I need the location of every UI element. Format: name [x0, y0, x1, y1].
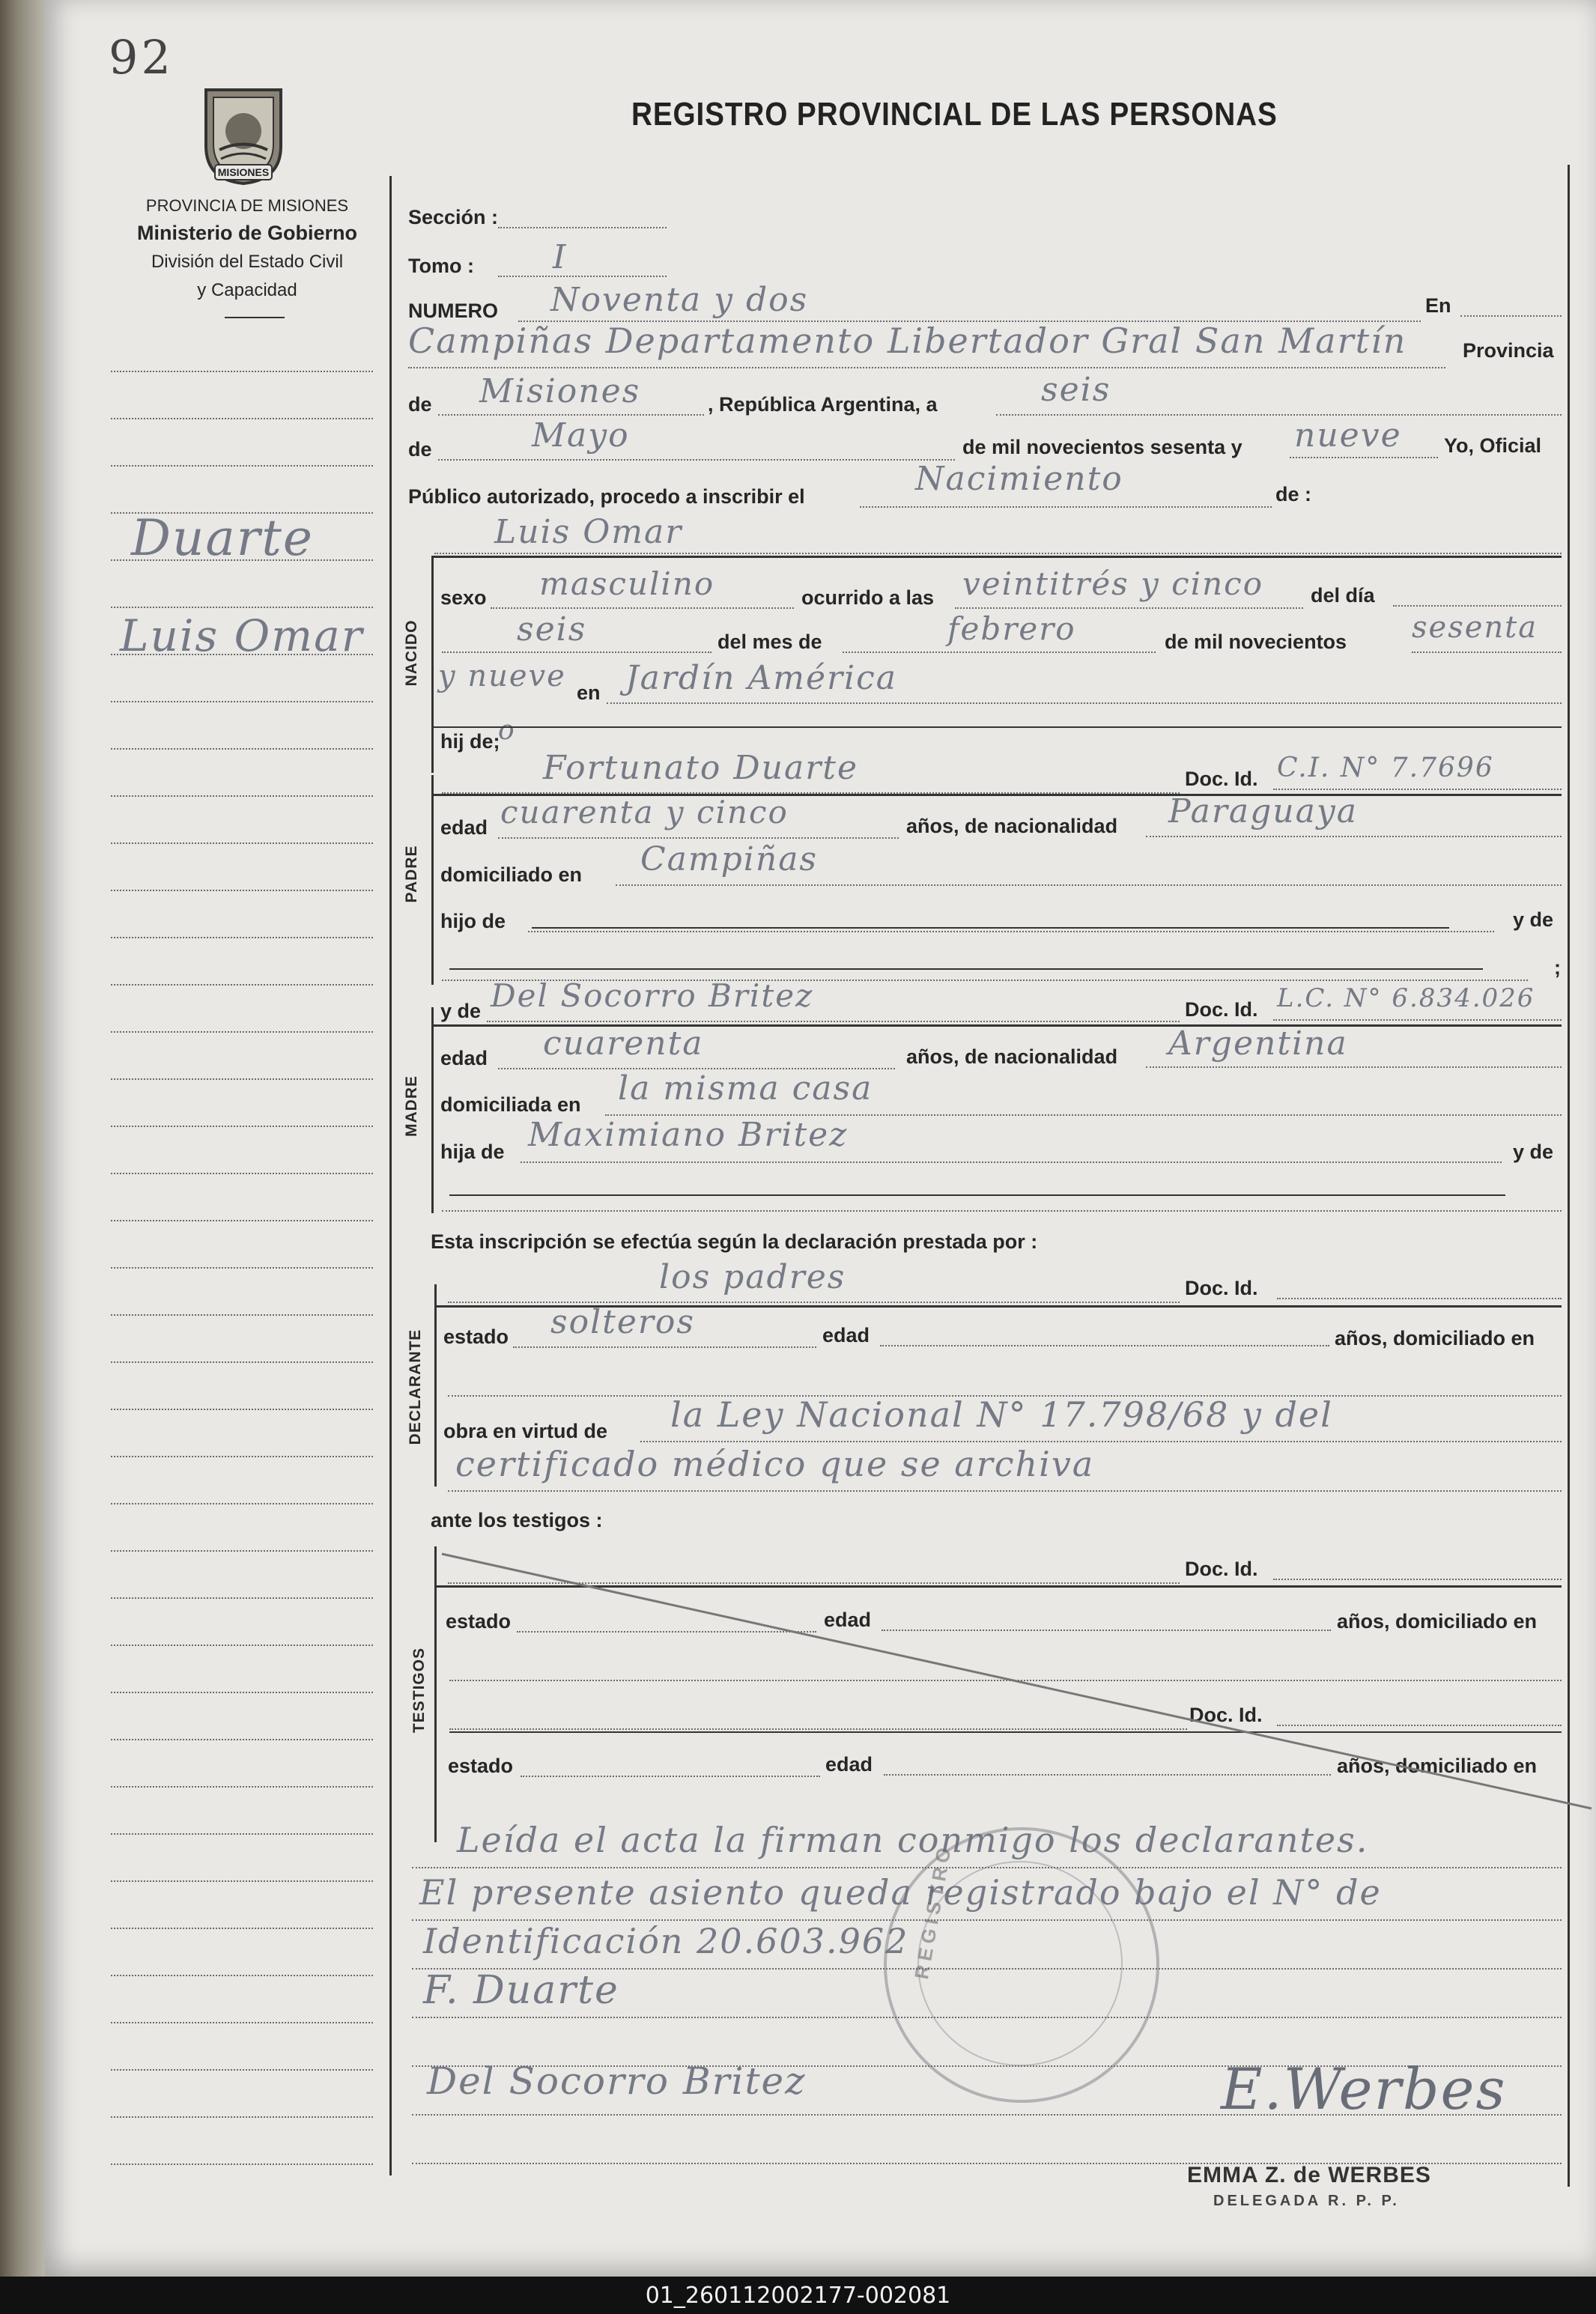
- decada-nac-value: sesenta: [1412, 610, 1538, 645]
- mes-nac-value: febrero: [947, 610, 1076, 647]
- margin-line: [111, 1928, 373, 1929]
- footer-image-id: 01_260112002177-002081: [645, 2283, 951, 2309]
- madre-y-de-label: y de: [440, 1000, 482, 1022]
- madre-nac-field: [1146, 1066, 1562, 1068]
- testigos-strike-line: [434, 1546, 1596, 1816]
- sexo-field: [491, 607, 794, 609]
- lugar-field: [408, 367, 1445, 368]
- margin-line: [111, 1550, 373, 1552]
- declarante-estado-value: solteros: [550, 1303, 695, 1341]
- republica-label: , República Argentina, a: [708, 393, 938, 416]
- hora-value: veintitrés y cinco: [962, 565, 1263, 602]
- madre-y-de-strike: [449, 1194, 1505, 1196]
- madre-nac-value: Argentina: [1168, 1024, 1348, 1063]
- en-field: [1460, 315, 1562, 317]
- anio-field: [1290, 457, 1438, 458]
- nacido-bottom-rule: [433, 726, 1562, 728]
- testigo2-edad-label: edad: [825, 1753, 873, 1776]
- de-label-1: de: [408, 393, 432, 416]
- sexo-value: masculino: [539, 565, 715, 602]
- ministry-underline: [225, 317, 285, 318]
- margin-line: [111, 1126, 373, 1127]
- capacity-name: y Capacidad: [197, 280, 297, 300]
- margin-line: [111, 1786, 373, 1788]
- margin-column-divider: [389, 176, 392, 2175]
- obra-value-2: certificado médico que se archiva: [455, 1444, 1095, 1484]
- padre-doc-field: [1273, 789, 1562, 790]
- lugar-value: Campiñas Departamento Libertador Gral San Martín: [408, 321, 1407, 361]
- declarante-doc-field: [1277, 1298, 1562, 1299]
- margin-given-names: Luis Omar: [120, 610, 364, 661]
- del-mes-label: del mes de: [717, 631, 822, 653]
- margin-line: [111, 418, 373, 419]
- numero-label: NUMERO: [408, 300, 498, 322]
- declarante-value: los padres: [659, 1258, 846, 1296]
- margin-line: [111, 1409, 373, 1410]
- testigo2-doc-label: Doc. Id.: [1189, 1704, 1263, 1726]
- padre-dom-value: Campiñas: [640, 840, 819, 878]
- firma-padre: F. Duarte: [423, 1968, 619, 2013]
- margin-line: [111, 1031, 373, 1033]
- lugar-nac-field: [607, 702, 1562, 704]
- margin-line: [111, 2022, 373, 2023]
- dia-value: seis: [1041, 371, 1111, 409]
- seal-text: MISIONES: [217, 166, 270, 178]
- hijo-de-label: hij de;: [440, 730, 500, 753]
- padre-section-label: PADRE: [403, 845, 420, 903]
- declarante-section-label: DECLARANTE: [407, 1328, 424, 1445]
- de-colon-label: de :: [1275, 483, 1312, 505]
- margin-line: [111, 1880, 373, 1882]
- provincia-field: [438, 414, 704, 416]
- ocurrido-label: ocurrido a las: [801, 586, 935, 609]
- seccion-field: [498, 227, 667, 228]
- madre-nombre-field: [487, 1021, 1180, 1022]
- en-label: En: [1425, 294, 1451, 317]
- provincia-label: Provincia: [1463, 339, 1554, 362]
- margin-line: [111, 1975, 373, 1976]
- nota-3-value: Identificación 20.603.962: [423, 1921, 909, 1961]
- declarante-estado-field: [513, 1346, 816, 1348]
- obra-field-2: [448, 1490, 1562, 1492]
- padre-nac-field: [1146, 836, 1562, 837]
- margin-line: [111, 1314, 373, 1316]
- margin-line: [111, 465, 373, 467]
- padre-doc-label: Doc. Id.: [1185, 768, 1258, 790]
- madre-hija-de-field: [521, 1161, 1502, 1163]
- madre-hija-de-label: hija de: [440, 1141, 505, 1163]
- padre-nac-label: años, de nacionalidad: [906, 815, 1118, 837]
- madre-doc-field: [1273, 1019, 1562, 1021]
- dia-field: [996, 414, 1562, 416]
- mes-value: Mayo: [532, 416, 630, 455]
- decada-nac-field: [1412, 652, 1562, 653]
- testigos-label: ante los testigos :: [431, 1509, 603, 1531]
- dia-nac-field: [442, 652, 711, 653]
- testigos-section-label: TESTIGOS: [410, 1647, 428, 1734]
- official-title: DELEGADA R. P. P.: [1213, 2193, 1400, 2209]
- padre-y-de-label: y de: [1513, 908, 1554, 931]
- nota-1-value: Leída el acta la firman conmigo los declarantes.: [457, 1820, 1369, 1860]
- margin-line: [111, 371, 373, 372]
- publico-label: Público autorizado, procedo a inscribir el: [408, 485, 805, 508]
- stamp-text: REGISTRO: [910, 1841, 956, 1982]
- province-name: PROVINCIA DE MISIONES: [145, 196, 349, 215]
- obra-label: obra en virtud de: [443, 1420, 608, 1442]
- nota-2-value: El presente asiento queda registrado bajo el N° de: [419, 1872, 1382, 1913]
- firma-madre: Del Socorro Britez: [427, 2059, 807, 2103]
- madre-section-label: MADRE: [403, 1075, 420, 1137]
- madre-vrule: [431, 1007, 434, 1213]
- en-lower-label: en: [577, 681, 601, 704]
- margin-line: [111, 1692, 373, 1693]
- anio-value: nueve: [1294, 416, 1402, 455]
- madre-doc-value: L.C. N° 6.834.026: [1277, 983, 1535, 1013]
- padre-hijo-de-field: [528, 931, 1494, 932]
- margin-line: [111, 2069, 373, 2071]
- margin-line: [111, 607, 373, 608]
- testigo2-dom-label: años, domiciliado en: [1337, 1755, 1538, 1777]
- lugar-nac-value: Jardín América: [625, 659, 897, 697]
- firma-oficial: E.Werbes: [1221, 2056, 1507, 2122]
- official-name: EMMA Z. de WERBES: [1187, 2163, 1431, 2187]
- tomo-field: [498, 276, 667, 277]
- inscripcion-label: Esta inscripción se efectúa según la declaración prestada por :: [431, 1230, 1038, 1253]
- document-title: REGISTRO PROVINCIAL DE LAS PERSONAS: [631, 96, 1278, 133]
- madre-edad-label: edad: [440, 1047, 488, 1069]
- margin-line: [111, 748, 373, 750]
- testigo2-estado-label: estado: [448, 1755, 514, 1777]
- acto-field: [860, 506, 1272, 508]
- nacido-top-rule: [433, 556, 1562, 558]
- mes-field: [438, 459, 955, 461]
- padre-nombre-value: Fortunato Duarte: [543, 749, 858, 787]
- testigo1-doc-label: Doc. Id.: [1185, 1558, 1258, 1580]
- madre-nombre-value: Del Socorro Britez: [491, 977, 814, 1014]
- de-mil-label: de mil novecientos sesenta y: [962, 436, 1242, 458]
- madre-dom-label: domiciliada en: [440, 1093, 581, 1116]
- padre-y-de-strike: [449, 968, 1483, 970]
- de-label-2: de: [408, 438, 432, 461]
- padre-dom-field: [616, 884, 1562, 886]
- ministry-name: Ministerio de Gobierno: [136, 222, 358, 244]
- margin-line: [111, 1267, 373, 1269]
- madre-y-de-2-label: y de: [1513, 1141, 1554, 1163]
- tomo-value: I: [553, 238, 568, 276]
- nombre-value: Luis Omar: [494, 513, 683, 551]
- mes-nac-field: [843, 652, 1156, 653]
- margin-line: [111, 1739, 373, 1740]
- margin-line: [111, 1645, 373, 1646]
- madre-dom-value: la misma casa: [618, 1069, 873, 1108]
- margin-line: [111, 1361, 373, 1363]
- provincial-seal-icon: [191, 75, 296, 187]
- margin-line: [111, 842, 373, 844]
- dia-nac-value: seis: [517, 610, 587, 649]
- nacido-section-label: NACIDO: [403, 619, 420, 687]
- madre-padre-value: Maximiano Britez: [528, 1116, 849, 1154]
- book-binding: [0, 0, 45, 2277]
- padre-doc-value: C.I. N° 7.7696: [1277, 753, 1494, 783]
- padre-vrule: [431, 775, 434, 985]
- margin-line: [111, 937, 373, 938]
- madre-edad-value: cuarenta: [543, 1024, 704, 1063]
- margin-surname: Duarte: [131, 509, 314, 567]
- obra-field-1: [640, 1441, 1562, 1442]
- margin-line: [111, 2116, 373, 2118]
- margin-line: [111, 795, 373, 797]
- margin-line: [111, 2163, 373, 2165]
- testigo1-edad-label: edad: [824, 1609, 872, 1631]
- nacido-vrule: [431, 556, 434, 773]
- hijo-letter-value: o: [498, 715, 516, 746]
- padre-semicolon: ;: [1554, 956, 1561, 979]
- margin-line: [111, 890, 373, 891]
- numero-value: Noventa y dos: [550, 281, 809, 319]
- margin-line: [111, 1597, 373, 1599]
- de-mil-nov-label: de mil novecientos: [1165, 631, 1347, 653]
- hora-field: [955, 607, 1303, 609]
- margin-line: [111, 1220, 373, 1221]
- tomo-label: Tomo :: [408, 255, 474, 277]
- padre-edad-label: edad: [440, 816, 488, 839]
- madre-nac-label: años, de nacionalidad: [906, 1045, 1118, 1068]
- obra-value-1: la Ley Nacional N° 17.798/68 y del: [670, 1394, 1333, 1435]
- padre-hijo-de-label: hijo de: [440, 910, 506, 932]
- declarante-edad-label: edad: [822, 1324, 870, 1346]
- margin-line: [111, 701, 373, 702]
- provincia-value: Misiones: [479, 372, 641, 410]
- margin-line: [111, 984, 373, 986]
- padre-edad-value: cuarenta y cinco: [500, 794, 789, 830]
- declarante-vrule: [434, 1284, 437, 1487]
- yo-oficial-label: Yo, Oficial: [1444, 434, 1542, 457]
- testigo1-estado-label: estado: [446, 1610, 512, 1633]
- anio-nac-value: y nueve: [438, 659, 566, 693]
- declarante-doc-label: Doc. Id.: [1185, 1277, 1258, 1299]
- padre-dom-label: domiciliado en: [440, 863, 583, 886]
- testigo1-dom-label: años, domiciliado en: [1337, 1610, 1538, 1633]
- seccion-label: Sección :: [408, 206, 499, 228]
- del-dia-label: del día: [1311, 584, 1375, 607]
- padre-edad-field: [498, 837, 899, 839]
- margin-line: [111, 1078, 373, 1080]
- margin-line: [111, 1456, 373, 1457]
- acto-value: Nacimiento: [915, 460, 1123, 498]
- margin-line: [111, 1173, 373, 1174]
- madre-doc-label: Doc. Id.: [1185, 998, 1258, 1021]
- padre-nac-value: Paraguaya: [1168, 792, 1358, 830]
- page-number: 92: [109, 30, 174, 85]
- nombre-field: [434, 553, 1562, 554]
- margin-line: [111, 1503, 373, 1504]
- sexo-label: sexo: [440, 586, 487, 609]
- padre-hijo-de-strike: [532, 927, 1449, 929]
- right-border: [1568, 165, 1570, 2187]
- madre-y-de-field: [442, 1210, 1562, 1212]
- margin-line: [111, 1833, 373, 1835]
- declarante-edad-field: [880, 1345, 1329, 1346]
- declarante-estado-label: estado: [443, 1325, 509, 1348]
- declarante-dom-label: años, domiciliado en: [1335, 1327, 1535, 1349]
- del-dia-field: [1393, 605, 1562, 607]
- division-name: División del Estado Civil: [151, 252, 344, 272]
